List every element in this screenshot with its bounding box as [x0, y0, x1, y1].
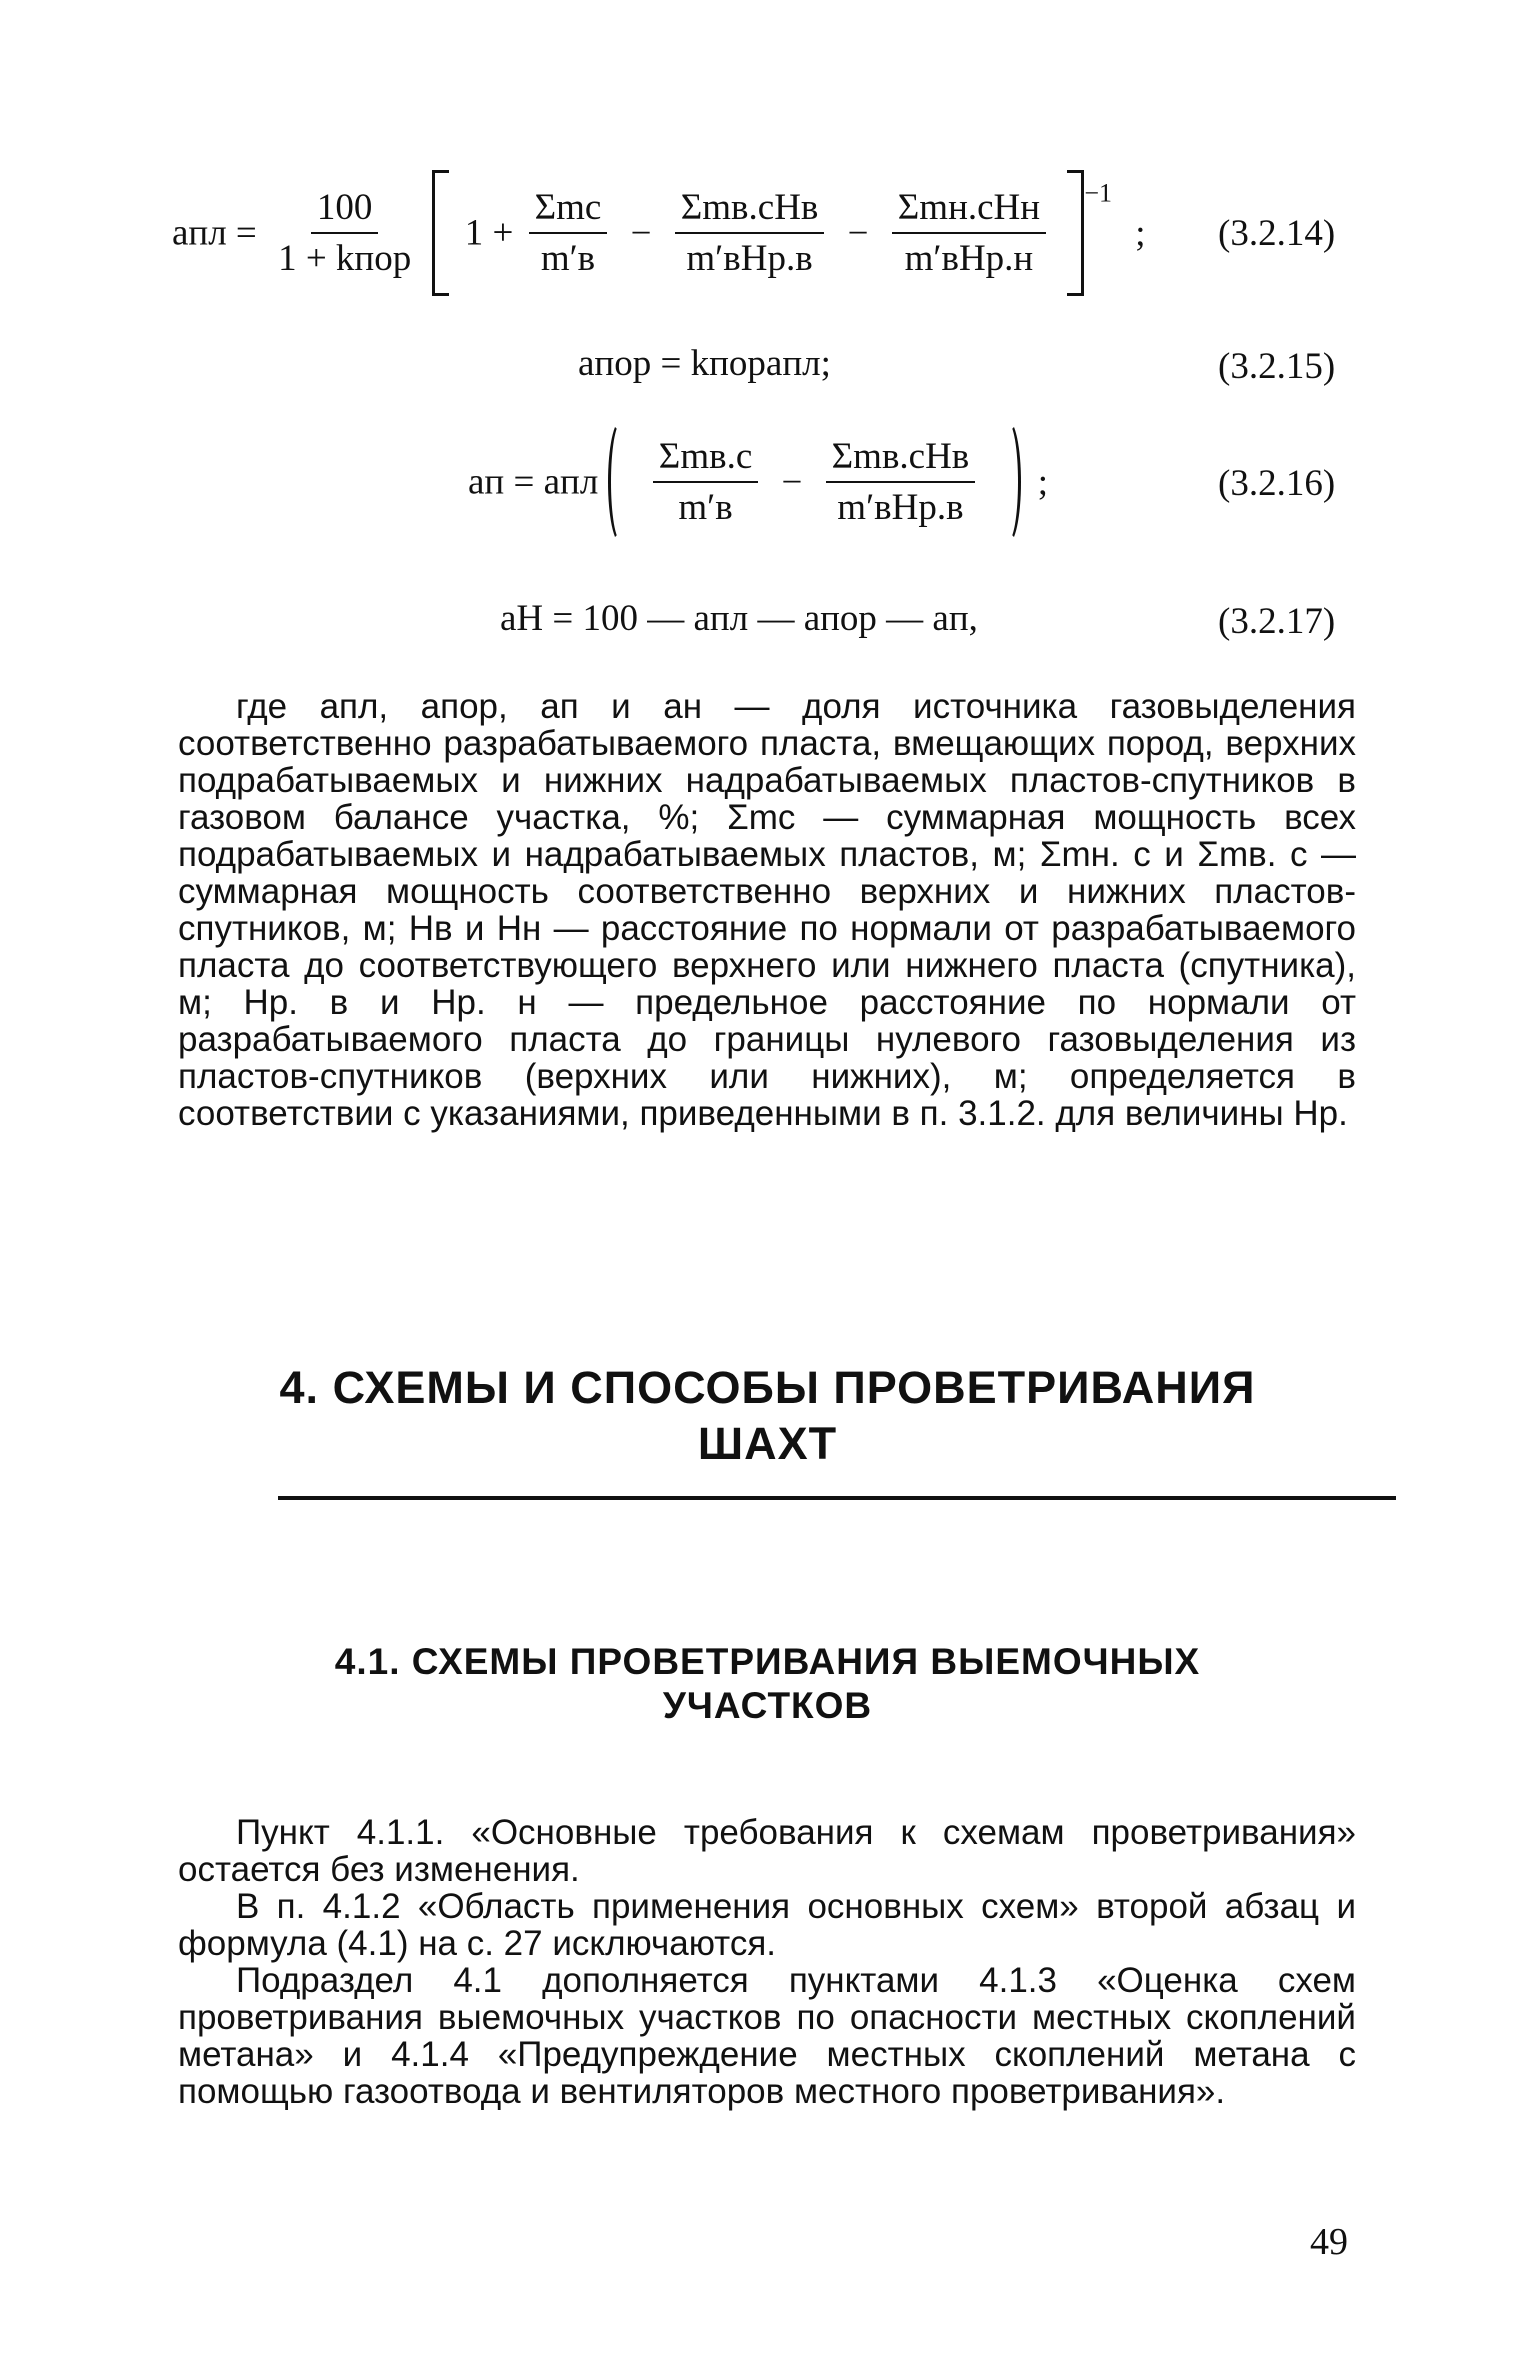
- term1-fraction: [653, 438, 758, 526]
- section-heading-line-1: 4. СХЕМЫ И СПОСОБЫ ПРОВЕТРИВАНИЯ: [279, 1362, 1256, 1413]
- fraction-numerator: Σmв.сHв: [826, 438, 976, 483]
- exponent: −1: [1084, 178, 1112, 208]
- minus-sign: −: [847, 212, 869, 254]
- fraction-denominator: m′вHр.в: [837, 487, 964, 528]
- subsection-heading-line-2: УЧАСТКОВ: [662, 1685, 873, 1726]
- page-number: 49: [1310, 2221, 1348, 2263]
- section-heading: [250, 1360, 1285, 1472]
- fraction-numerator: Σmс: [529, 189, 608, 234]
- formula-3-2-15: aпор = kпорaпл;: [578, 343, 831, 384]
- term2-fraction: [675, 189, 825, 277]
- fraction-denominator: m′вHр.в: [686, 238, 813, 279]
- fraction-denominator: m′в: [678, 487, 733, 528]
- right-parenthesis: [995, 420, 1021, 544]
- minus-sign: −: [630, 212, 652, 254]
- section-divider: [278, 1496, 1396, 1500]
- paragraph-2: В п. 4.1.2 «Область применения основных схем» второй абзац и формула (4.1) на с. 27 исключаются.: [178, 1887, 1356, 1963]
- paragraph-3: Подраздел 4.1 дополняется пунктами 4.1.3 «Оценка схем проветривания выемочных участков по опасности местных скоплений метана» и 4.1.4 «Предупреждение местных скоплений метана с помощью газоотвода и вентиляторов местного проветривания».: [178, 1961, 1356, 2111]
- formula-lhs: aпл =: [172, 212, 257, 254]
- subsection-heading: [280, 1640, 1255, 1728]
- equation-number-3-2-14: (3.2.14): [1218, 213, 1336, 254]
- section-heading-line-2: ШАХТ: [697, 1418, 838, 1469]
- term3-fraction: [892, 189, 1046, 277]
- section-paragraphs: [178, 1814, 1356, 2110]
- formula-3-2-16: [468, 420, 1048, 544]
- equation-number-3-2-16: (3.2.16): [1218, 463, 1336, 504]
- formula-separator: ;: [1135, 212, 1146, 254]
- fraction-denominator: 1 + kпор: [278, 238, 412, 279]
- definitions-paragraph: [178, 688, 1356, 1132]
- fraction-denominator: m′вHр.н: [904, 238, 1034, 279]
- paragraph-1: Пункт 4.1.1. «Основные требования к схемам проветривания» остается без изменения.: [178, 1813, 1356, 1889]
- formula-3-2-17: aH = 100 — aпл — aпор — aп,: [500, 598, 978, 639]
- definitions-text: где aпл, aпор, aп и aн — доля источника газовыделения соответственно разрабатываемого пласта, вмещающих пород, верхних подрабатываемых и нижних надрабатываемых пластов-спутников в газовом балансе участка, %; Σmс — суммарная мощность всех подрабатываемых и надрабатываемых пластов, м; Σmн. с и Σmв. с — суммарная мощность соответственно верхних и нижних пластов-спутников, м; Hв и Hн — расстояние по нормали от разрабатываемого пласта до соответствующего верхнего или нижнего пласта (спутника), м; Hр. в и Hр. н — предельное расстояние по нормали от разрабатываемого пласта до границы нулевого газовыделения из пластов-спутников (верхних или нижних), м; определяется в соответствии с указаниями, приведенными в п. 3.1.2. для величины Hр.: [178, 687, 1356, 1133]
- term1-fraction: [529, 189, 608, 277]
- right-bracket: [1067, 170, 1084, 296]
- coefficient-fraction: [272, 189, 417, 277]
- equation-number-3-2-17: (3.2.17): [1218, 601, 1336, 642]
- fraction-numerator: Σmв.сHв: [675, 189, 825, 234]
- equation-number-3-2-15: (3.2.15): [1218, 346, 1336, 387]
- term2-fraction: [826, 438, 976, 526]
- minus-sign: −: [781, 461, 803, 503]
- subsection-heading-line-1: 4.1. СХЕМЫ ПРОВЕТРИВАНИЯ ВЫЕМОЧНЫХ: [334, 1641, 1201, 1682]
- fraction-numerator: 100: [311, 189, 379, 234]
- left-parenthesis: [608, 420, 634, 544]
- left-bracket: [432, 170, 449, 296]
- fraction-denominator: m′в: [540, 238, 596, 279]
- formula-separator: ;: [1037, 461, 1049, 503]
- one-plus: 1 +: [464, 212, 514, 254]
- formula-3-2-14: [172, 170, 1146, 296]
- formula-lhs: aп = aпл: [468, 461, 599, 503]
- fraction-numerator: Σmв.с: [653, 438, 758, 483]
- fraction-numerator: Σmн.сHн: [892, 189, 1046, 234]
